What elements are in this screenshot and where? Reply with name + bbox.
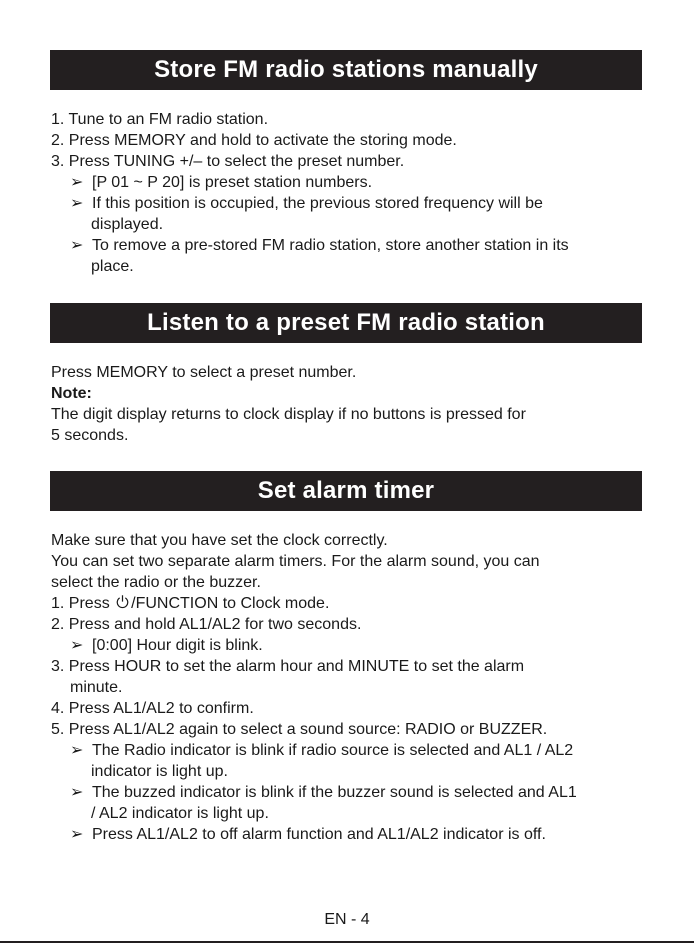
bullet-text: Press AL1/AL2 to off alarm function and AL1/AL2 indicator is off. xyxy=(92,826,546,843)
note-text-cont: 5 seconds. xyxy=(51,427,129,444)
step-2: 2. Press MEMORY and hold to activate the storing mode. xyxy=(51,132,457,149)
section-title-alarm: Set alarm timer xyxy=(50,471,642,511)
bullet-text-cont: place. xyxy=(91,258,134,275)
instruction: Press MEMORY to select a preset number. xyxy=(51,364,357,381)
bullet-text-cont: displayed. xyxy=(91,216,164,233)
section-title-listen-preset: Listen to a preset FM radio station xyxy=(50,303,642,343)
step-text: /FUNCTION to Clock mode. xyxy=(131,595,330,612)
note-label: Note: xyxy=(51,385,92,402)
step-3-cont: minute. xyxy=(70,679,123,696)
intro-line: select the radio or the buzzer. xyxy=(51,574,261,591)
bullet-text: The buzzed indicator is blink if the buzzer sound is selected and AL1 xyxy=(92,784,577,801)
step-1 xyxy=(51,593,329,614)
bullet-text: [P 01 ~ P 20] is preset station numbers. xyxy=(92,174,373,191)
footer-rule xyxy=(0,941,694,943)
bullet-text-cont: / AL2 indicator is light up. xyxy=(91,805,269,822)
step-2: 2. Press and hold AL1/AL2 for two seconds. xyxy=(51,616,362,633)
intro-line: You can set two separate alarm timers. For the alarm sound, you can xyxy=(51,553,540,570)
bullet-text: To remove a pre-stored FM radio station, store another station in its xyxy=(92,237,569,254)
bullet-arrow-icon: ➢ xyxy=(70,637,84,654)
bullet-item xyxy=(70,235,569,256)
bullet-arrow-icon: ➢ xyxy=(70,174,84,191)
bullet-item xyxy=(70,782,577,803)
power-icon xyxy=(115,594,130,610)
step-5: 5. Press AL1/AL2 again to select a sound source: RADIO or BUZZER. xyxy=(51,721,548,738)
section-title-store-fm: Store FM radio stations manually xyxy=(50,50,642,90)
bullet-item xyxy=(70,172,372,193)
step-text: 1. Press xyxy=(51,595,115,612)
intro-line: Make sure that you have set the clock correctly. xyxy=(51,532,388,549)
step-3: 3. Press TUNING +/– to select the preset number. xyxy=(51,153,405,170)
bullet-text: [0:00] Hour digit is blink. xyxy=(92,637,263,654)
note-text: The digit display returns to clock display if no buttons is pressed for xyxy=(51,406,526,423)
bullet-text-cont: indicator is light up. xyxy=(91,763,228,780)
bullet-arrow-icon: ➢ xyxy=(70,237,84,254)
step-3: 3. Press HOUR to set the alarm hour and MINUTE to set the alarm xyxy=(51,658,525,675)
bullet-text: If this position is occupied, the previous stored frequency will be xyxy=(92,195,543,212)
bullet-text: The Radio indicator is blink if radio source is selected and AL1 / AL2 xyxy=(92,742,574,759)
page-number: EN - 4 xyxy=(324,911,370,928)
bullet-arrow-icon: ➢ xyxy=(70,742,84,759)
bullet-item xyxy=(70,193,543,214)
bullet-arrow-icon: ➢ xyxy=(70,195,84,212)
step-1: 1. Tune to an FM radio station. xyxy=(51,111,269,128)
bullet-arrow-icon: ➢ xyxy=(70,784,84,801)
bullet-item xyxy=(70,635,263,656)
bullet-item xyxy=(70,824,546,845)
step-4: 4. Press AL1/AL2 to confirm. xyxy=(51,700,254,717)
bullet-arrow-icon: ➢ xyxy=(70,826,84,843)
bullet-item xyxy=(70,740,573,761)
